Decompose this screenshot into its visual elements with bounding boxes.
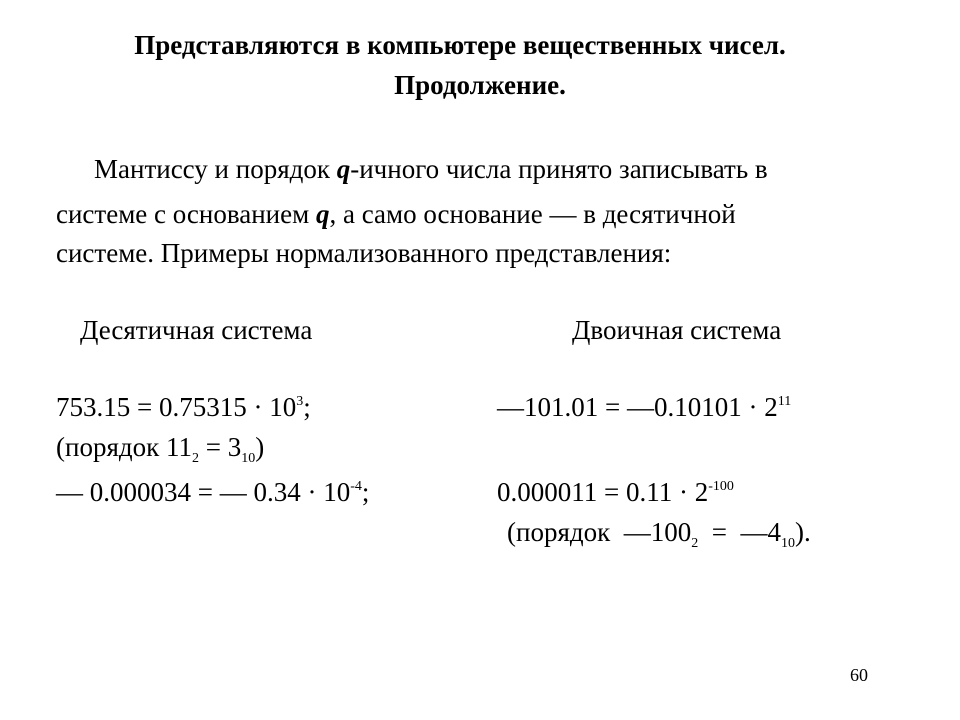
base-subscript: 10 — [241, 451, 256, 466]
exponent: -4 — [350, 479, 362, 494]
paragraph-line-1 — [94, 152, 768, 186]
base-subscript: 2 — [191, 451, 199, 466]
expression: —101.01 = —0.10101 · 2 — [497, 392, 778, 422]
expression: 0.000011 = 0.11 · 2 — [497, 477, 709, 507]
expression: = —4 — [698, 517, 781, 547]
q-variable: q — [315, 199, 330, 229]
decimal-example-order-note — [56, 430, 264, 464]
para-text: Мантиссу и порядок — [94, 154, 337, 184]
q-variable: q — [336, 154, 351, 184]
expression: (порядок —100 — [507, 517, 692, 547]
exponent: -100 — [708, 479, 734, 494]
punctuation: ). — [794, 517, 811, 547]
para-text: системе с основанием — [56, 199, 316, 229]
punctuation: ; — [361, 477, 370, 507]
binary-example-order-note — [507, 515, 811, 549]
binary-system-heading: Двоичная система — [572, 315, 782, 345]
binary-example-2 — [497, 475, 734, 509]
paragraph-line-3: системе. Примеры нормализованного представления: — [56, 238, 672, 268]
exponent: 3 — [296, 394, 304, 409]
title-line-2: Продолжение. — [394, 70, 566, 100]
exponent: 11 — [777, 394, 792, 409]
punctuation: ; — [303, 392, 311, 422]
expression: 753.15 = 0.75315 · 10 — [56, 392, 297, 422]
decimal-system-heading: Десятичная система — [80, 315, 313, 345]
decimal-example-2 — [56, 475, 369, 509]
title-line-1: Представляются в компьютере вещественных чисел. — [134, 30, 786, 60]
punctuation: ) — [255, 432, 265, 462]
expression: — 0.000034 = — 0.34 · 10 — [56, 477, 351, 507]
page-number: 60 — [850, 665, 868, 685]
binary-example-1 — [497, 390, 791, 424]
decimal-example-1 — [56, 390, 311, 424]
para-text: , а само основание — в десятичной — [329, 199, 736, 229]
para-text: -ичного числа принято записывать в — [350, 154, 768, 184]
paragraph-line-2 — [56, 197, 736, 231]
base-subscript: 2 — [691, 536, 699, 551]
base-subscript: 10 — [780, 536, 795, 551]
expression: (порядок 11 — [56, 432, 192, 462]
expression: = 3 — [198, 432, 242, 462]
